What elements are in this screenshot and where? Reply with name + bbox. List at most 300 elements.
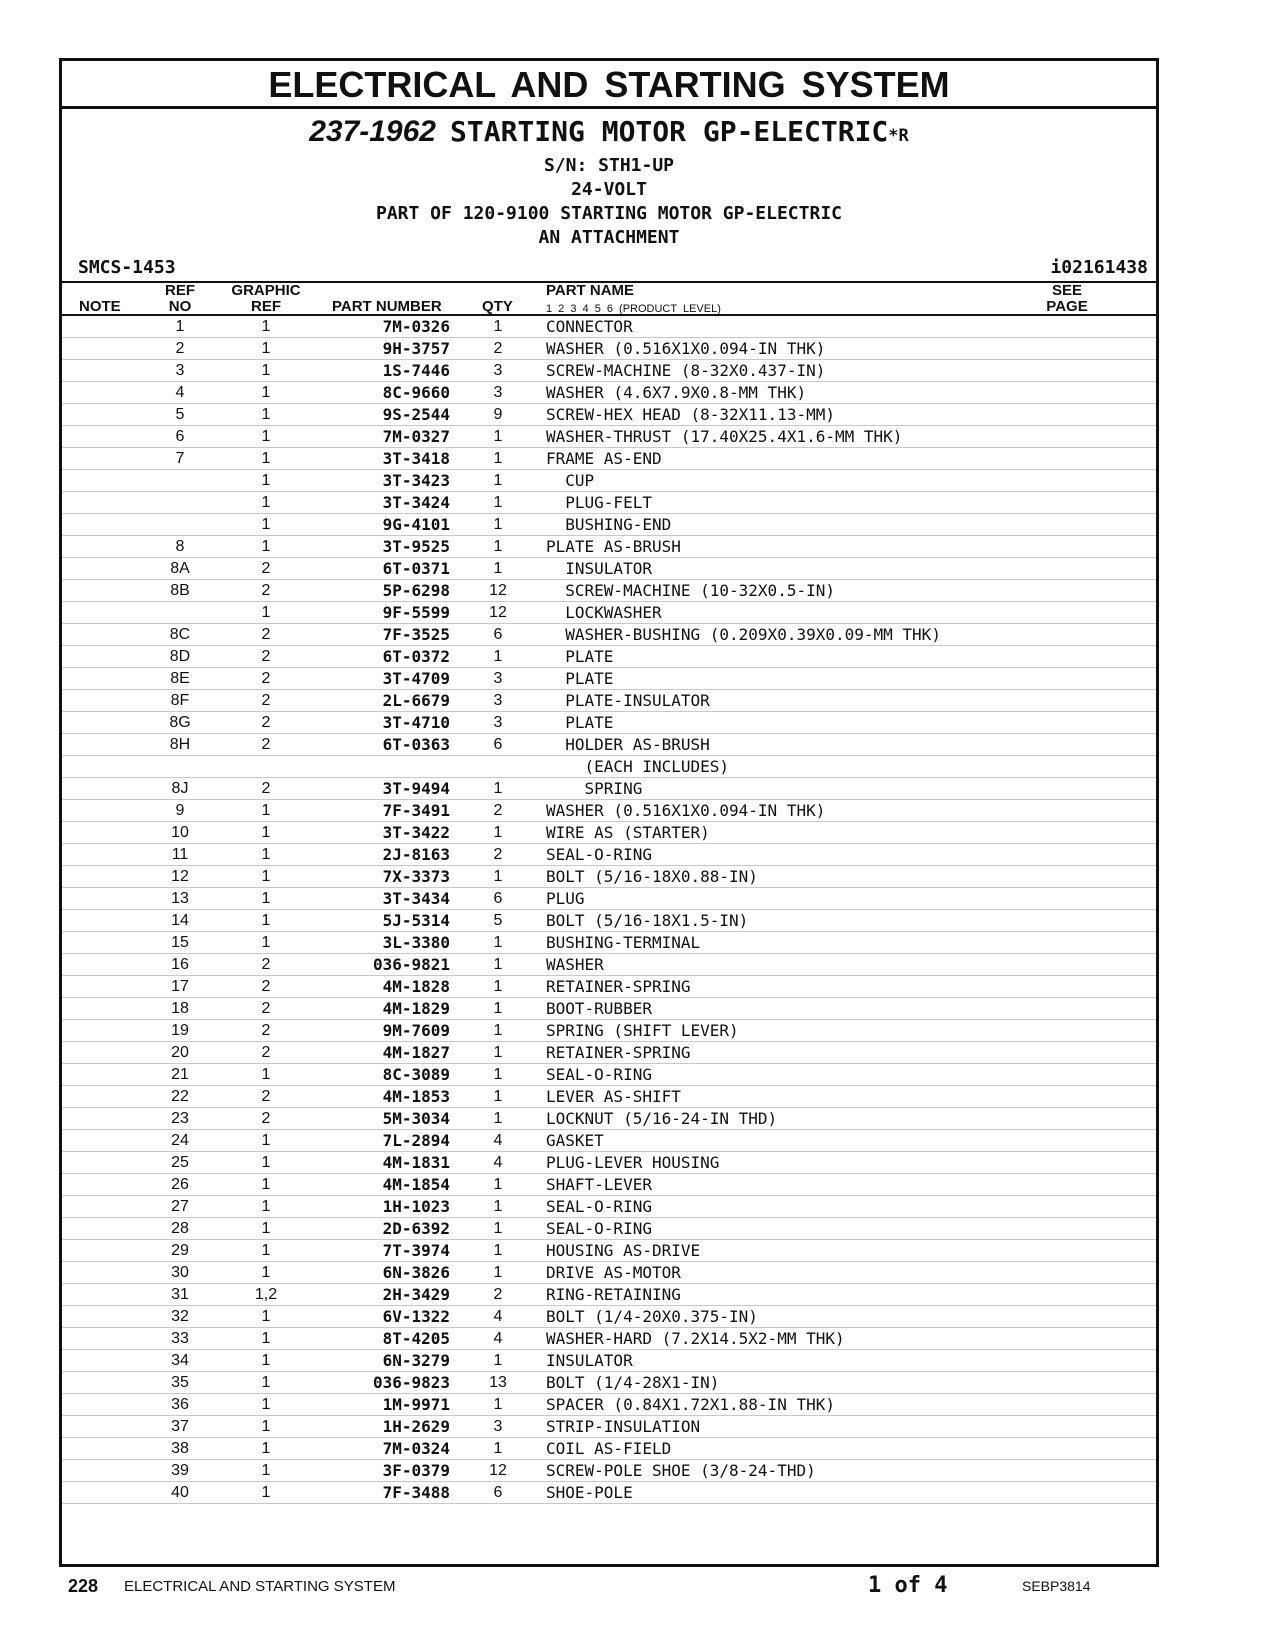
- graphic-ref-cell: 1: [261, 516, 271, 533]
- part-name-cell: SEAL-O-RING: [546, 1197, 652, 1216]
- graphic-ref-cell: 1: [261, 1154, 271, 1171]
- qty-cell: 9: [493, 406, 503, 423]
- part-name-cell: SEAL-O-RING: [546, 1219, 652, 1238]
- column-note: NOTE: [79, 298, 121, 315]
- table-row: [62, 932, 1156, 954]
- ref-no-cell: 5: [175, 406, 185, 423]
- part-number-cell: 7M-0324: [382, 1439, 450, 1458]
- part-number-cell: 4M-1854: [382, 1175, 450, 1194]
- smcs-code: SMCS-1453: [78, 257, 176, 278]
- graphic-ref-cell: 1: [261, 1242, 271, 1259]
- part-number-cell: 7T-3974: [382, 1241, 450, 1260]
- graphic-ref-cell: 1,2: [254, 1286, 278, 1303]
- table-row: [62, 998, 1156, 1020]
- qty-cell: 2: [493, 846, 503, 863]
- graphic-ref-cell: 2: [261, 626, 271, 643]
- part-name-cell: BOLT (1/4-28X1-IN): [546, 1373, 720, 1392]
- part-name-cell: SCREW-MACHINE (8-32X0.437-IN): [546, 361, 826, 380]
- table-row: [62, 360, 1156, 382]
- ref-no-cell: 8A: [170, 560, 190, 577]
- column-product-level: 1 2 3 4 5 6 (PRODUCT LEVEL): [546, 303, 721, 315]
- table-row: [62, 382, 1156, 404]
- part-number-cell: 3T-4709: [382, 669, 450, 688]
- column-ref-no-line1: REF: [165, 282, 195, 299]
- qty-cell: 1: [493, 472, 503, 489]
- graphic-ref-cell: 1: [261, 604, 271, 621]
- ref-no-cell: 28: [171, 1220, 189, 1237]
- graphic-ref-cell: 1: [261, 450, 271, 467]
- group-part-number: 237-1962: [309, 115, 436, 148]
- graphic-ref-cell: 2: [261, 648, 271, 665]
- graphic-ref-cell: 1: [261, 1440, 271, 1457]
- qty-cell: 2: [493, 340, 503, 357]
- part-name-cell: WASHER (0.516X1X0.094-IN THK): [546, 339, 826, 358]
- part-name-cell: SPACER (0.84X1.72X1.88-IN THK): [546, 1395, 835, 1414]
- ref-no-cell: 14: [171, 912, 189, 929]
- part-name-cell: BOLT (5/16-18X1.5-IN): [546, 911, 749, 930]
- part-number-cell: 5P-6298: [382, 581, 450, 600]
- ref-no-cell: 7: [175, 450, 185, 467]
- ref-no-cell: 10: [171, 824, 189, 841]
- part-name-cell: RETAINER-SPRING: [546, 977, 691, 996]
- ref-no-cell: 25: [171, 1154, 189, 1171]
- part-number-cell: 3T-3434: [382, 889, 450, 908]
- graphic-ref-cell: 1: [261, 384, 271, 401]
- table-row: [62, 1460, 1156, 1482]
- ref-no-cell: 15: [171, 934, 189, 951]
- qty-cell: 1: [493, 1044, 503, 1061]
- qty-cell: 1: [493, 956, 503, 973]
- graphic-ref-cell: 1: [261, 868, 271, 885]
- graphic-ref-cell: 2: [261, 692, 271, 709]
- graphic-ref-cell: 1: [261, 1066, 271, 1083]
- table-row: [62, 910, 1156, 932]
- ref-no-cell: 8G: [169, 714, 191, 731]
- qty-cell: 6: [493, 1484, 503, 1501]
- ref-no-cell: 8E: [170, 670, 190, 687]
- part-number-cell: 7F-3488: [382, 1483, 450, 1502]
- table-row: [62, 404, 1156, 426]
- table-row: [62, 1108, 1156, 1130]
- part-name-cell: LOCKWASHER: [546, 603, 662, 622]
- qty-cell: 1: [493, 1352, 503, 1369]
- ref-no-cell: 12: [171, 868, 189, 885]
- part-name-cell: PLATE: [546, 713, 614, 732]
- ref-no-cell: 34: [171, 1352, 189, 1369]
- part-name-cell: INSULATOR: [546, 1351, 633, 1370]
- part-number-cell: 7F-3491: [382, 801, 450, 820]
- qty-cell: 12: [489, 582, 507, 599]
- part-name-cell: HOUSING AS-DRIVE: [546, 1241, 701, 1260]
- part-number-cell: 6T-0371: [382, 559, 450, 578]
- qty-cell: 1: [493, 1000, 503, 1017]
- part-number-cell: 2D-6392: [382, 1219, 450, 1238]
- table-row: [62, 1262, 1156, 1284]
- part-number-cell: 2L-6679: [382, 691, 450, 710]
- table-row: [62, 448, 1156, 470]
- ref-no-cell: 35: [171, 1374, 189, 1391]
- part-name-cell: FRAME AS-END: [546, 449, 662, 468]
- table-row: [62, 1240, 1156, 1262]
- graphic-ref-cell: 1: [261, 406, 271, 423]
- table-row: [62, 536, 1156, 558]
- attachment-line: AN ATTACHMENT: [538, 227, 680, 248]
- part-number-cell: 7M-0327: [382, 427, 450, 446]
- ref-no-cell: 19: [171, 1022, 189, 1039]
- column-qty: QTY: [482, 298, 513, 315]
- graphic-ref-cell: 2: [261, 1000, 271, 1017]
- group-name: STARTING MOTOR GP-ELECTRIC: [450, 115, 889, 148]
- column-graphic-ref-line1: GRAPHIC: [231, 282, 301, 299]
- graphic-ref-cell: 1: [261, 934, 271, 951]
- part-number-cell: 036-9821: [372, 955, 450, 974]
- qty-cell: 12: [489, 604, 507, 621]
- qty-cell: 2: [493, 802, 503, 819]
- qty-cell: 2: [493, 1286, 503, 1303]
- parts-table-body: [62, 316, 1156, 1504]
- ref-no-cell: 8: [175, 538, 185, 555]
- graphic-ref-cell: 1: [261, 494, 271, 511]
- qty-cell: 1: [493, 560, 503, 577]
- part-number-cell: 3F-0379: [382, 1461, 450, 1480]
- part-name-cell: PLATE: [546, 669, 614, 688]
- part-number-cell: 9H-3757: [382, 339, 450, 358]
- part-number-cell: 2J-8163: [382, 845, 450, 864]
- table-row: [62, 800, 1156, 822]
- part-number-cell: 1M-9971: [382, 1395, 450, 1414]
- table-row: [62, 1196, 1156, 1218]
- qty-cell: 1: [493, 1066, 503, 1083]
- table-row: [62, 1438, 1156, 1460]
- graphic-ref-cell: 1: [261, 1462, 271, 1479]
- part-name-cell: WASHER (4.6X7.9X0.8-MM THK): [546, 383, 807, 402]
- table-row: [62, 1416, 1156, 1438]
- document-number: SEBP3814: [1022, 1578, 1091, 1594]
- qty-cell: 1: [493, 1220, 503, 1237]
- qty-cell: 1: [493, 1264, 503, 1281]
- part-name-cell: WASHER-BUSHING (0.209X0.39X0.09-MM THK): [546, 625, 941, 644]
- qty-cell: 1: [493, 516, 503, 533]
- table-row: [62, 866, 1156, 888]
- ref-no-cell: 1: [175, 318, 185, 335]
- serial-number: S/N: STH1-UP: [543, 155, 675, 176]
- part-number-cell: 3T-3424: [382, 493, 450, 512]
- qty-cell: 1: [493, 494, 503, 511]
- part-name-cell: BOLT (5/16-18X0.88-IN): [546, 867, 758, 886]
- part-number-cell: 5J-5314: [382, 911, 450, 930]
- part-name-cell: BOLT (1/4-20X0.375-IN): [546, 1307, 758, 1326]
- part-number-cell: 9F-5599: [382, 603, 450, 622]
- qty-cell: 3: [493, 714, 503, 731]
- ref-no-cell: 21: [171, 1066, 189, 1083]
- part-name-cell: LOCKNUT (5/16-24-IN THD): [546, 1109, 778, 1128]
- table-row: [62, 492, 1156, 514]
- table-row: [62, 1086, 1156, 1108]
- part-name-cell: WASHER: [546, 955, 604, 974]
- group-flag: *R: [888, 126, 909, 146]
- qty-cell: 1: [493, 648, 503, 665]
- graphic-ref-cell: 1: [261, 538, 271, 555]
- qty-cell: 1: [493, 934, 503, 951]
- ref-no-cell: 17: [171, 978, 189, 995]
- table-row: [62, 976, 1156, 998]
- part-name-cell: PLATE AS-BRUSH: [546, 537, 681, 556]
- part-name-cell: (EACH INCLUDES): [546, 757, 730, 776]
- part-name-cell: DRIVE AS-MOTOR: [546, 1263, 681, 1282]
- graphic-ref-cell: 1: [261, 472, 271, 489]
- part-number-cell: 6N-3279: [382, 1351, 450, 1370]
- part-number-cell: 3T-4710: [382, 713, 450, 732]
- qty-cell: 3: [493, 362, 503, 379]
- table-row: [62, 778, 1156, 800]
- graphic-ref-cell: 2: [261, 670, 271, 687]
- ref-no-cell: 22: [171, 1088, 189, 1105]
- graphic-ref-cell: 2: [261, 736, 271, 753]
- part-name-cell: WIRE AS (STARTER): [546, 823, 710, 842]
- table-row: [62, 646, 1156, 668]
- table-row: [62, 690, 1156, 712]
- graphic-ref-cell: 1: [261, 1220, 271, 1237]
- part-name-cell: STRIP-INSULATION: [546, 1417, 701, 1436]
- qty-cell: 6: [493, 626, 503, 643]
- part-number-cell: 1S-7446: [382, 361, 450, 380]
- part-number-cell: 2H-3429: [382, 1285, 450, 1304]
- qty-cell: 3: [493, 384, 503, 401]
- ref-no-cell: 3: [175, 362, 185, 379]
- column-graphic-ref-line2: REF: [251, 298, 281, 315]
- table-row: [62, 844, 1156, 866]
- graphic-ref-cell: 1: [261, 362, 271, 379]
- table-row: [62, 514, 1156, 536]
- qty-cell: 4: [493, 1132, 503, 1149]
- qty-cell: 1: [493, 450, 503, 467]
- table-row: [62, 558, 1156, 580]
- part-name-cell: COIL AS-FIELD: [546, 1439, 672, 1458]
- ref-no-cell: 39: [171, 1462, 189, 1479]
- footer-section: ELECTRICAL AND STARTING SYSTEM: [124, 1578, 396, 1595]
- part-name-cell: SEAL-O-RING: [546, 1065, 652, 1084]
- qty-cell: 12: [489, 1462, 507, 1479]
- graphic-ref-cell: 2: [261, 1110, 271, 1127]
- ref-no-cell: 13: [171, 890, 189, 907]
- table-row: [62, 822, 1156, 844]
- part-name-cell: SCREW-MACHINE (10-32X0.5-IN): [546, 581, 835, 600]
- table-row: [62, 1020, 1156, 1042]
- part-number-cell: 7F-3525: [382, 625, 450, 644]
- part-name-cell: INSULATOR: [546, 559, 652, 578]
- column-ref-no-line2: NO: [168, 298, 192, 315]
- part-number-cell: 9S-2544: [382, 405, 450, 424]
- table-row: [62, 624, 1156, 646]
- part-number-cell: 8T-4205: [382, 1329, 450, 1348]
- graphic-ref-cell: 1: [261, 912, 271, 929]
- part-of-line: PART OF 120-9100 STARTING MOTOR GP-ELECTRIC: [376, 203, 842, 224]
- part-number-cell: 4M-1829: [382, 999, 450, 1018]
- part-number-cell: 3T-9494: [382, 779, 450, 798]
- part-number-cell: 036-9823: [372, 1373, 450, 1392]
- part-name-cell: PLUG-LEVER HOUSING: [546, 1153, 720, 1172]
- column-part-number: PART NUMBER: [332, 298, 442, 315]
- part-name-cell: RETAINER-SPRING: [546, 1043, 691, 1062]
- part-name-cell: BUSHING-END: [546, 515, 672, 534]
- group-title: [62, 115, 1156, 149]
- table-row: [62, 316, 1156, 338]
- column-part-name: PART NAME: [546, 282, 635, 299]
- part-name-cell: WASHER-THRUST (17.40X25.4X1.6-MM THK): [546, 427, 903, 446]
- part-number-cell: 6N-3826: [382, 1263, 450, 1282]
- part-number-cell: 1H-2629: [382, 1417, 450, 1436]
- ref-no-cell: 23: [171, 1110, 189, 1127]
- part-name-cell: PLUG-FELT: [546, 493, 652, 512]
- table-row: [62, 1042, 1156, 1064]
- graphic-ref-cell: 2: [261, 1044, 271, 1061]
- ref-no-cell: 20: [171, 1044, 189, 1061]
- part-name-cell: PLUG: [546, 889, 585, 908]
- qty-cell: 1: [493, 978, 503, 995]
- part-name-cell: WASHER (0.516X1X0.094-IN THK): [546, 801, 826, 820]
- part-name-cell: LEVER AS-SHIFT: [546, 1087, 681, 1106]
- ref-no-cell: 6: [175, 428, 185, 445]
- table-row: [62, 602, 1156, 624]
- qty-cell: 1: [493, 824, 503, 841]
- qty-cell: 1: [493, 1440, 503, 1457]
- qty-cell: 1: [493, 318, 503, 335]
- part-name-cell: SPRING: [546, 779, 643, 798]
- ref-no-cell: 8F: [170, 692, 190, 709]
- table-row: [62, 1064, 1156, 1086]
- parts-list-frame: [59, 58, 1159, 1567]
- table-row: [62, 1394, 1156, 1416]
- ref-no-cell: 38: [171, 1440, 189, 1457]
- qty-cell: 1: [493, 1088, 503, 1105]
- ref-no-cell: 8D: [169, 648, 191, 665]
- qty-cell: 5: [493, 912, 503, 929]
- qty-cell: 3: [493, 670, 503, 687]
- column-see-page: [1042, 283, 1092, 315]
- ref-no-cell: 27: [171, 1198, 189, 1215]
- part-name-cell: BOOT-RUBBER: [546, 999, 652, 1018]
- ref-no-cell: 29: [171, 1242, 189, 1259]
- part-number-cell: 3T-3418: [382, 449, 450, 468]
- ref-no-cell: 32: [171, 1308, 189, 1325]
- table-row: [62, 1482, 1156, 1504]
- ref-no-cell: 26: [171, 1176, 189, 1193]
- table-row: [62, 668, 1156, 690]
- graphic-ref-cell: 1: [261, 824, 271, 841]
- part-number-cell: 5M-3034: [382, 1109, 450, 1128]
- part-number-cell: 4M-1827: [382, 1043, 450, 1062]
- qty-cell: 1: [493, 428, 503, 445]
- ref-no-cell: 31: [171, 1286, 189, 1303]
- table-row: [62, 1372, 1156, 1394]
- graphic-ref-cell: 1: [261, 1198, 271, 1215]
- part-name-cell: CONNECTOR: [546, 317, 633, 336]
- ref-no-cell: 11: [171, 846, 189, 863]
- part-name-cell: PLATE: [546, 647, 614, 666]
- graphic-ref-cell: 2: [261, 978, 271, 995]
- graphic-ref-cell: 1: [261, 1374, 271, 1391]
- table-row: [62, 1306, 1156, 1328]
- graphic-ref-cell: 1: [261, 1418, 271, 1435]
- graphic-ref-cell: 1: [261, 1176, 271, 1193]
- ref-no-cell: 18: [171, 1000, 189, 1017]
- part-number-cell: 1H-1023: [382, 1197, 450, 1216]
- graphic-ref-cell: 1: [261, 1484, 271, 1501]
- ref-no-cell: 8H: [169, 736, 191, 753]
- part-number-cell: 3T-3423: [382, 471, 450, 490]
- part-number-cell: 8C-3089: [382, 1065, 450, 1084]
- table-row: [62, 756, 1156, 778]
- part-name-cell: HOLDER AS-BRUSH: [546, 735, 710, 754]
- page-number: 228: [68, 1576, 99, 1596]
- qty-cell: 1: [493, 1242, 503, 1259]
- table-row: [62, 734, 1156, 756]
- ref-no-cell: 8C: [169, 626, 191, 643]
- table-row: [62, 1218, 1156, 1240]
- qty-cell: 1: [493, 1022, 503, 1039]
- part-name-cell: SHOE-POLE: [546, 1483, 633, 1502]
- page-footer: [0, 1569, 1275, 1609]
- graphic-ref-cell: 2: [261, 560, 271, 577]
- table-row: [62, 1350, 1156, 1372]
- part-name-cell: SPRING (SHIFT LEVER): [546, 1021, 739, 1040]
- graphic-ref-cell: 1: [261, 1330, 271, 1347]
- part-number-cell: 7M-0326: [382, 317, 450, 336]
- table-row: [62, 1328, 1156, 1350]
- table-row: [62, 888, 1156, 910]
- graphic-ref-cell: 1: [261, 340, 271, 357]
- graphic-ref-cell: 1: [261, 1396, 271, 1413]
- ref-no-cell: 9: [175, 802, 185, 819]
- table-row: [62, 338, 1156, 360]
- graphic-ref-cell: 1: [261, 428, 271, 445]
- part-number-cell: 6T-0363: [382, 735, 450, 754]
- table-row: [62, 1174, 1156, 1196]
- part-number-cell: 6V-1322: [382, 1307, 450, 1326]
- graphic-ref-cell: 1: [261, 318, 271, 335]
- qty-cell: 13: [489, 1374, 507, 1391]
- table-row: [62, 1152, 1156, 1174]
- part-number-cell: 3T-3422: [382, 823, 450, 842]
- part-name-cell: CUP: [546, 471, 595, 490]
- graphic-ref-cell: 2: [261, 582, 271, 599]
- graphic-ref-cell: 1: [261, 1308, 271, 1325]
- ref-no-cell: 36: [171, 1396, 189, 1413]
- ref-no-cell: 30: [171, 1264, 189, 1281]
- ref-no-cell: 16: [171, 956, 189, 973]
- part-number-cell: 4M-1828: [382, 977, 450, 996]
- table-row: [62, 1130, 1156, 1152]
- ref-no-cell: 2: [175, 340, 185, 357]
- graphic-ref-cell: 2: [261, 1088, 271, 1105]
- ref-no-cell: 37: [171, 1418, 189, 1435]
- part-number-cell: 4M-1853: [382, 1087, 450, 1106]
- part-name-cell: SHAFT-LEVER: [546, 1175, 652, 1194]
- ref-no-cell: 8B: [170, 582, 190, 599]
- graphic-ref-cell: 1: [261, 1132, 271, 1149]
- graphic-ref-cell: 1: [261, 1264, 271, 1281]
- column-see-page-line1: SEE: [1051, 282, 1082, 299]
- qty-cell: 3: [493, 692, 503, 709]
- graphic-ref-cell: 2: [261, 780, 271, 797]
- qty-cell: 4: [493, 1308, 503, 1325]
- ref-no-cell: 4: [175, 384, 185, 401]
- qty-cell: 3: [493, 1418, 503, 1435]
- illustration-id: i02161438: [1050, 257, 1148, 278]
- sheet-indicator: 1 of 4: [868, 1573, 948, 1598]
- part-number-cell: 6T-0372: [382, 647, 450, 666]
- graphic-ref-cell: 2: [261, 956, 271, 973]
